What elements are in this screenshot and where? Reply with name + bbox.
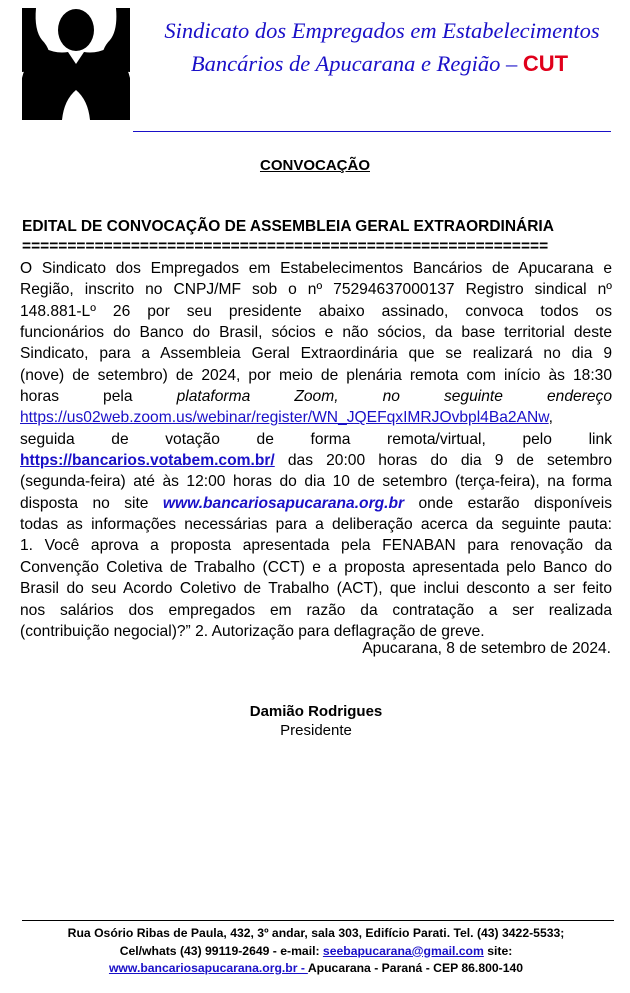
edital-heading: EDITAL DE CONVOCAÇÃO DE ASSEMBLEIA GERAL EXTRAORDINÁRIA <box>22 218 554 235</box>
body-line <box>20 493 612 514</box>
organization-name-line2 <box>132 51 627 77</box>
zoom-registration-link[interactable]: https://us02web.zoom.us/webinar/register/WN_JQEFqxIMRJOvbpl4Ba2ANw <box>20 409 549 427</box>
body-line: (nove) de setembro) de 2024, por meio de plenária remota com início às 18:30 <box>20 366 612 384</box>
body-line <box>20 386 612 407</box>
voting-link[interactable]: https://bancarios.votabem.com.br/ <box>20 452 275 470</box>
body-line: seguida de votação de forma remota/virtual, pelo link <box>20 430 612 448</box>
signatory-role: Presidente <box>280 722 352 739</box>
body-line: (segunda-feira) até às 12:00 horas do dia 10 de setembro (terça-feira), na forma <box>20 473 612 491</box>
body-line: Brasil do seu Acordo Coletivo de Trabalho (ACT), que inclui desconto a ser feito <box>20 580 612 598</box>
footer-text: Cel/whats (43) 99119-2649 - e-mail: <box>119 943 323 958</box>
footer-address <box>0 925 630 978</box>
footer-text: Apucarana - Paraná - CEP 86.800-140 <box>307 961 524 975</box>
organization-name-region: Bancários de Apucarana e Região – <box>190 51 518 76</box>
body-line <box>20 450 612 471</box>
body-line: Sindicato, para a Assembleia Geral Extraordinária que se realizará no dia 9 <box>20 345 612 363</box>
body-line: todas as informações necessárias para a deliberação acerca da seguinte pauta: <box>20 516 612 534</box>
footer-line <box>0 960 630 978</box>
body-line: (contribuição negocial)?” 2. Autorização para deflagração de greve. <box>20 622 485 640</box>
body-line: 1. Você aprova a proposta apresentada pela FENABAN para renovação da <box>20 537 612 555</box>
footer-divider <box>22 920 614 921</box>
body-text-italic: plataforma Zoom, no seguinte endereço <box>176 388 612 406</box>
body-line: Convenção Coletiva de Trabalho (CCT) e a proposta apresentada pelo Banco do <box>20 558 612 576</box>
body-line: 148.881-Lº 26 por seu presidente abaixo assinado, convoca todos os <box>20 302 612 320</box>
footer-website-link[interactable]: www.bancariosapucarana.org.br - <box>108 961 308 975</box>
body-line <box>20 407 612 428</box>
equals-divider: ========================================================== <box>22 238 549 255</box>
body-text: onde estarão disponíveis <box>404 494 612 512</box>
footer-text: site: <box>483 943 513 958</box>
body-line: Região, inscrito no CNPJ/MF sob o nº 75294637000137 Registro sindical nº <box>20 281 612 299</box>
body-text: das 20:00 horas do dia 9 de setembro <box>274 452 612 470</box>
signatory-name: Damião Rodrigues <box>249 703 383 720</box>
body-text: horas pela <box>20 388 133 406</box>
footer-line: Rua Osório Ribas de Paula, 432, 3º andar, sala 303, Edifício Parati. Tel. (43) 3422-5533; <box>67 926 565 940</box>
footer-line <box>0 943 630 961</box>
edital-body <box>20 258 612 642</box>
body-line: nos salários dos empregados em razão da contratação a ser realizada <box>20 601 612 619</box>
organization-name-line1: Sindicato dos Empregados em Estabelecimentos <box>164 18 600 43</box>
cut-label: CUT <box>522 51 569 76</box>
union-logo-icon <box>22 8 130 120</box>
website-link[interactable]: www.bancariosapucarana.org.br <box>162 494 405 512</box>
document-title: CONVOCAÇÃO <box>259 157 370 174</box>
body-line: O Sindicato dos Empregados em Estabelecimentos Bancários de Apucarana e <box>20 260 612 277</box>
body-text: disposta no site <box>20 494 163 512</box>
header-divider <box>133 131 611 132</box>
body-text: , <box>548 409 554 427</box>
body-line: funcionários do Banco do Brasil, sócios e não sócios, da base territorial deste <box>20 324 612 342</box>
email-link[interactable]: seebapucarana@gmail.com <box>322 943 484 958</box>
date-line: Apucarana, 8 de setembro de 2024. <box>362 640 611 657</box>
